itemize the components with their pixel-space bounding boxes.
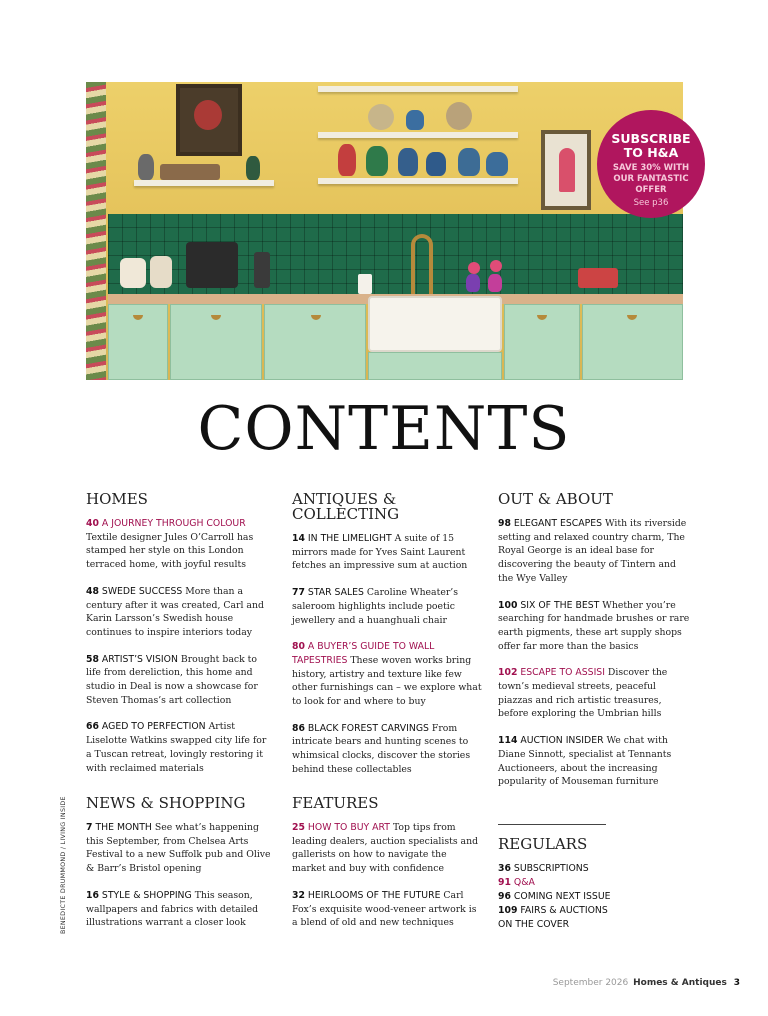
section-heading: FEATURES [292,794,379,812]
cabinet [264,304,366,380]
cabinet [170,304,262,380]
page-footer [553,978,740,988]
contents-entry[interactable]: 48 SWEDE SUCCESS More than a century after it was created, Carl and Karin Larsson’s Swedish house continues to inspire interiors today [86,585,264,638]
contents-entry[interactable]: 86 BLACK FOREST CARVINGS From intricate bears and hunting scenes to whimsical clocks, discover the stories behind these collectables [292,722,471,775]
contents-entry[interactable]: 77 STAR SALES Caroline Wheater’s saleroom highlights include poetic jewellery and a huanghuali chair [292,587,459,626]
section-news-shopping [86,796,272,943]
section-antiques-collecting [292,492,482,790]
section-features [292,796,482,943]
framed-painting [176,84,242,156]
framed-portrait [541,130,591,210]
section-heading: OUT & ABOUT [498,490,613,508]
hero-kitchen-photo [86,82,683,380]
badge-offer: SAVE 30% WITH OUR FANTASTIC OFFER [612,163,690,195]
butler-sink [368,296,502,352]
shelf-bottom [318,178,518,184]
contents-entry[interactable]: 114 AUCTION INSIDER We chat with Diane Sinnott, specialist at Tennants Auctioneers, about the increasing popularity of Mouseman furniture [498,735,672,788]
on-the-cover-link[interactable]: ON THE COVER [498,919,570,930]
page-number: 3 [733,978,740,988]
cabinet [368,352,502,380]
regular-item[interactable]: 91 Q&A [498,877,535,888]
badge-title: SUBSCRIBE TO H&A [611,131,691,160]
section-out-about [498,492,690,802]
shelf-left [134,180,274,186]
cabinet [108,304,168,380]
contents-entry[interactable]: 40 A JOURNEY THROUGH COLOUR Textile designer Jules O’Carroll has stamped her style on this London terraced home, with joyful results [86,518,254,571]
badge-page-ref: See p36 [633,198,669,208]
section-heading: NEWS & SHOPPING [86,794,246,812]
contents-entry[interactable]: 102 ESCAPE TO ASSISI Discover the town’s medieval streets, peaceful piazzas and rich artistic treasures, before exploring the Umbrian hills [498,667,668,720]
curtain [86,82,106,380]
section-homes [86,492,272,788]
contents-entry[interactable]: 58 ARTIST’S VISION Brought back to life from dereliction, this home and studio in Deal is now a showcase for Steven Thomas’s art collection [86,653,258,706]
section-heading: REGULARS [498,835,588,853]
photo-credit: BENEDICTE DRUMMOND / LIVING INSIDE [60,796,67,934]
contents-entry[interactable]: 7 THE MONTH See what’s happening this September, from Chelsea Arts Festival to a new Suffolk pub and Olive & Barr’s Bristol opening [86,822,271,875]
section-heading: HOMES [86,490,148,508]
section-regulars [498,824,688,932]
contents-entry[interactable]: 16 STYLE & SHOPPING This season, wallpapers and fabrics with detailed illustrations warrant a closer look [86,889,259,929]
contents-entry[interactable]: 25 HOW TO BUY ART Top tips from leading dealers, auction specialists and gallerists on how to navigate the market and buy with confidence [292,822,479,875]
magazine-name: Homes & Antiques [633,978,727,988]
contents-entry[interactable]: 14 IN THE LIMELIGHT A suite of 15 mirrors made for Yves Saint Laurent fetches an impressive sum at auction [292,533,468,572]
issue-date: September 2026 [552,978,629,988]
shelf-middle [318,132,518,138]
regular-item[interactable]: 109 FAIRS & AUCTIONS [498,905,608,916]
cabinet [504,304,580,380]
subscribe-badge[interactable] [597,110,705,218]
regular-item[interactable]: 36 SUBSCRIPTIONS [498,863,589,874]
brass-faucet [411,234,433,296]
shelf-top [318,86,518,92]
page-title: CONTENTS [197,394,571,464]
regular-item[interactable]: 96 COMING NEXT ISSUE [498,891,611,902]
contents-entry[interactable]: 100 SIX OF THE BEST Whether you’re searching for handmade brushes or rare earth pigments, these art supply shops offer far more than the basics [498,599,690,652]
cabinet [582,304,683,380]
section-heading: ANTIQUES & COLLECTING [292,490,400,523]
contents-entry[interactable]: 98 ELEGANT ESCAPES With its riverside setting and relaxed country charm, The Royal George is an ideal base for discovering the beauty of Tintern and the Wye Valley [498,518,687,584]
contents-entry[interactable]: 66 AGED TO PERFECTION Artist Liselotte Watkins swapped city life for a Tuscan retreat, lovingly restoring it with reclaimed materials [86,721,267,774]
divider [498,824,606,825]
contents-entry[interactable]: 80 A BUYER’S GUIDE TO WALL TAPESTRIES These woven works bring history, artistry and texture like few other furnishings can – we explore what to look for and where to buy [292,641,482,708]
contents-entry[interactable]: 32 HEIRLOOMS OF THE FUTURE Carl Fox’s exquisite wood-veneer artwork is a blend of old and new techniques [292,889,477,929]
